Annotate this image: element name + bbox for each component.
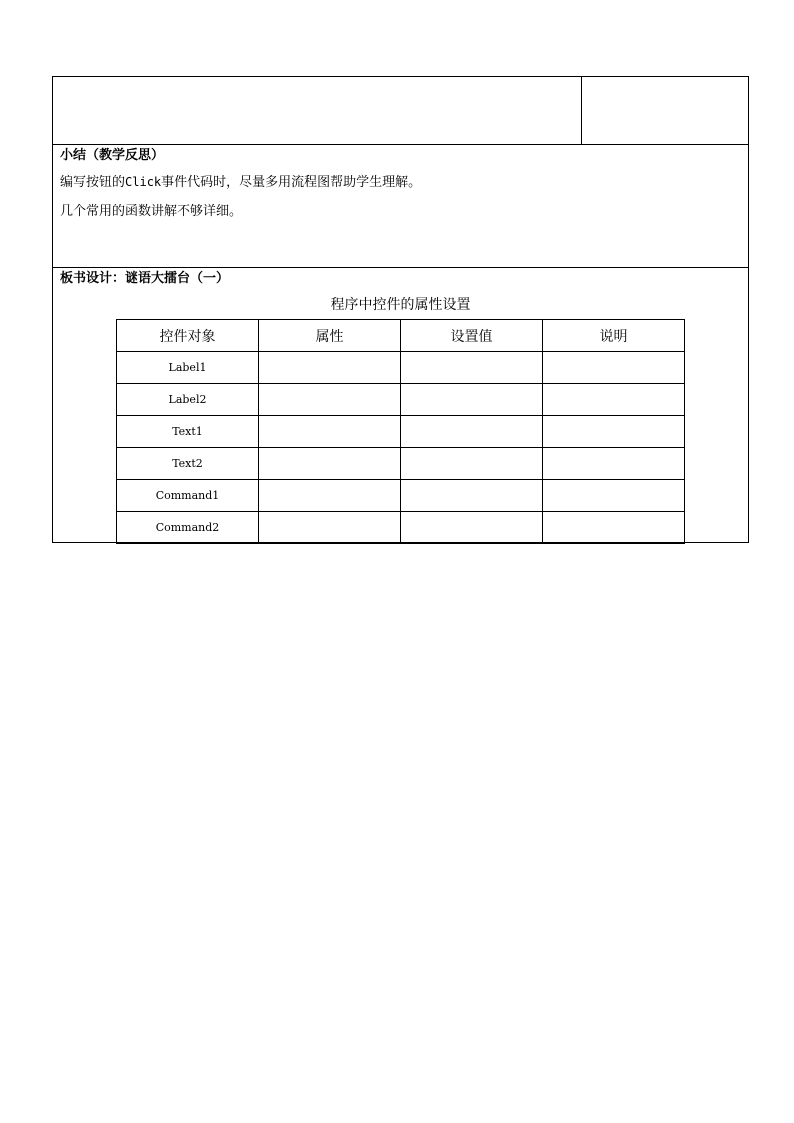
property-cell	[259, 352, 401, 384]
control-name-cell: Label1	[117, 352, 259, 384]
property-cell	[259, 384, 401, 416]
value-cell	[401, 448, 543, 480]
description-cell	[543, 416, 685, 448]
table-row	[117, 384, 685, 416]
summary-cell	[53, 145, 749, 268]
property-cell	[259, 480, 401, 512]
top-left-cell	[53, 77, 582, 145]
table-row	[117, 416, 685, 448]
property-cell	[259, 448, 401, 480]
properties-table-caption: 程序中控件的属性设置	[330, 297, 471, 313]
table-row	[117, 448, 685, 480]
header-control-object: 控件对象	[117, 320, 259, 352]
control-name-cell: Label2	[117, 384, 259, 416]
board-title: 板书设计：谜语大擂台（一）	[60, 271, 230, 286]
summary-line-1-text-b: 事件代码时，尽量多用流程图帮助学生理解。	[161, 175, 422, 190]
control-name-cell: Command1	[117, 480, 259, 512]
value-cell	[401, 512, 543, 544]
table-row	[117, 512, 685, 544]
table-row	[117, 352, 685, 384]
value-cell	[401, 480, 543, 512]
properties-table	[116, 319, 685, 544]
control-name-cell: Text2	[117, 448, 259, 480]
summary-line-1	[60, 174, 421, 191]
summary-line-2: 几个常用的函数讲解不够详细。	[60, 204, 243, 219]
header-property: 属性	[259, 320, 401, 352]
summary-title: 小结（教学反思）	[60, 148, 165, 163]
description-cell	[543, 384, 685, 416]
table-row	[117, 480, 685, 512]
top-right-cell	[582, 77, 749, 145]
description-cell	[543, 480, 685, 512]
summary-line-1-text-a: 编写按钮的	[60, 175, 126, 190]
control-name-cell: Command2	[117, 512, 259, 544]
top-row	[53, 77, 749, 145]
board-cell	[53, 268, 749, 543]
value-cell	[401, 416, 543, 448]
document-page	[52, 76, 749, 543]
description-cell	[543, 352, 685, 384]
lesson-plan-table	[52, 76, 749, 543]
properties-header-row	[117, 320, 685, 352]
description-cell	[543, 512, 685, 544]
board-row	[53, 268, 749, 543]
value-cell	[401, 352, 543, 384]
property-cell	[259, 416, 401, 448]
property-cell	[259, 512, 401, 544]
summary-line-1-code: Click	[125, 175, 162, 189]
header-value: 设置值	[401, 320, 543, 352]
description-cell	[543, 448, 685, 480]
summary-row	[53, 145, 749, 268]
control-name-cell: Text1	[117, 416, 259, 448]
header-description: 说明	[543, 320, 685, 352]
value-cell	[401, 384, 543, 416]
